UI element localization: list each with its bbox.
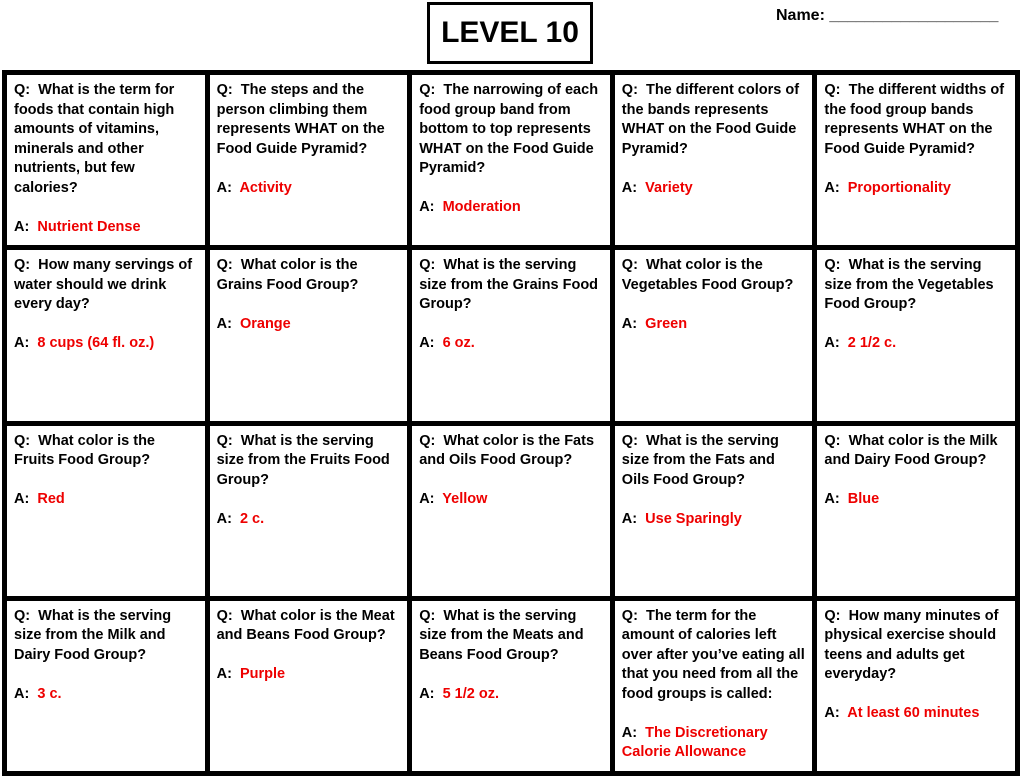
question-card: [412, 426, 610, 596]
question-line: [824, 256, 1008, 315]
question-text: What is the serving size from the Milk and Dairy Food Group?: [14, 607, 172, 663]
question-text: What color is the Vegetables Food Group?: [621, 257, 794, 293]
question-prefix: Q:: [621, 432, 638, 449]
answer-text: Activity: [239, 179, 292, 196]
question-prefix: Q:: [14, 257, 31, 274]
question-prefix: Q:: [216, 432, 233, 449]
answer-line: [824, 490, 1008, 510]
question-card: [615, 250, 813, 420]
answer-text: 5 1/2 oz.: [442, 685, 499, 702]
question-prefix: Q:: [621, 82, 638, 98]
answer-prefix: A:: [824, 335, 840, 352]
question-text: How many servings of water should we drink every day?: [14, 257, 193, 313]
answer-prefix: A:: [216, 666, 232, 683]
answer-line: [824, 704, 1008, 724]
answer-line: [622, 724, 806, 763]
question-prefix: Q:: [824, 257, 841, 274]
question-line: [419, 81, 603, 179]
answer-text: Purple: [239, 666, 286, 683]
question-line: [14, 432, 198, 471]
answer-text: At least 60 minutes: [847, 705, 980, 722]
question-text: The different colors of the bands represents WHAT on the Food Guide Pyramid?: [621, 82, 800, 157]
question-prefix: Q:: [419, 257, 436, 274]
answer-line: [824, 179, 1008, 199]
question-line: [14, 81, 198, 198]
page-title: LEVEL 10: [427, 2, 593, 64]
question-card: [7, 601, 205, 771]
question-card: [412, 601, 610, 771]
question-line: [824, 607, 1008, 685]
answer-prefix: A:: [419, 199, 435, 215]
question-card: [210, 426, 408, 596]
question-grid: [2, 70, 1020, 776]
answer-prefix: A:: [621, 179, 638, 196]
question-card: [817, 601, 1015, 771]
question-card: [7, 75, 205, 245]
question-card: [210, 601, 408, 771]
question-text: What color is the Fruits Food Group?: [14, 432, 155, 468]
question-text: What color is the Fats and Oils Food Group?: [419, 432, 595, 468]
question-text: How many minutes of physical exercise should teens and adults get everyday?: [824, 607, 999, 683]
answer-text: Red: [37, 491, 65, 507]
answer-line: [419, 198, 603, 218]
question-text: The term for the amount of calories left over after you’ve eating all that you need from all the food groups is called:: [621, 607, 805, 702]
question-prefix: Q:: [14, 607, 31, 624]
answer-line: [419, 685, 603, 705]
answer-prefix: A:: [14, 685, 30, 702]
answer-prefix: A:: [419, 335, 435, 352]
answer-line: [419, 490, 603, 510]
question-card: [615, 601, 813, 771]
answer-prefix: A:: [824, 705, 840, 722]
answer-line: [217, 315, 401, 335]
question-text: What is the serving size from the Vegetables Food Group?: [824, 257, 994, 313]
answer-line: [824, 334, 1008, 354]
question-prefix: Q:: [621, 607, 638, 624]
answer-prefix: A:: [419, 685, 435, 702]
question-prefix: Q:: [216, 607, 233, 624]
question-prefix: Q:: [824, 607, 841, 624]
answer-line: [14, 218, 198, 238]
question-text: What is the serving size from the Grains Food Group?: [419, 257, 599, 313]
question-line: [622, 256, 806, 295]
answer-line: [217, 510, 401, 530]
question-prefix: Q:: [216, 82, 233, 98]
question-line: [14, 256, 198, 315]
question-prefix: Q:: [824, 432, 841, 449]
question-prefix: Q:: [419, 82, 436, 98]
answer-line: [419, 334, 603, 354]
question-card: [7, 426, 205, 596]
question-line: [217, 256, 401, 295]
answer-text: 3 c.: [37, 685, 62, 702]
question-text: What color is the Milk and Dairy Food Group?: [824, 432, 998, 468]
question-line: [419, 256, 603, 315]
question-line: [419, 432, 603, 471]
answer-prefix: A:: [824, 491, 840, 507]
answer-line: [14, 490, 198, 510]
question-line: [419, 607, 603, 666]
answer-text: Use Sparingly: [645, 510, 742, 527]
question-prefix: Q:: [419, 432, 436, 449]
answer-prefix: A:: [216, 510, 232, 527]
question-line: [217, 432, 401, 491]
answer-text: 2 c.: [239, 510, 265, 527]
question-prefix: Q:: [14, 432, 31, 449]
answer-line: [622, 315, 806, 335]
answer-text: Orange: [239, 315, 291, 332]
question-prefix: Q:: [14, 82, 31, 98]
question-card: [817, 426, 1015, 596]
question-text: What is the term for foods that contain high amounts of vitamins, minerals and other nutrients, but few calories?: [14, 82, 175, 196]
answer-prefix: A:: [14, 335, 30, 352]
answer-text: Blue: [847, 491, 880, 507]
question-line: [622, 81, 806, 159]
question-prefix: Q:: [216, 257, 233, 274]
name-field-label: Name: ___________________: [776, 7, 999, 24]
question-prefix: Q:: [621, 257, 638, 274]
question-card: [210, 250, 408, 420]
question-text: What color is the Meat and Beans Food Group?: [216, 607, 395, 644]
answer-text: 6 oz.: [442, 335, 475, 352]
question-card: [817, 250, 1015, 420]
question-card: [412, 250, 610, 420]
answer-prefix: A:: [419, 491, 435, 507]
question-card: [615, 75, 813, 245]
question-line: [14, 607, 198, 666]
answer-text: Yellow: [442, 491, 488, 507]
answer-text: Variety: [645, 179, 693, 196]
answer-line: [14, 685, 198, 705]
question-prefix: Q:: [419, 607, 436, 624]
question-card: [817, 75, 1015, 245]
answer-prefix: A:: [14, 218, 30, 235]
answer-text: The Discretionary Calorie Allowance: [621, 724, 768, 761]
answer-prefix: A:: [621, 315, 638, 332]
question-line: [824, 81, 1008, 159]
answer-prefix: A:: [621, 724, 638, 741]
answer-text: Green: [645, 315, 688, 332]
question-line: [217, 81, 401, 159]
answer-line: [14, 334, 198, 354]
question-line: [217, 607, 401, 646]
question-text: What color is the Grains Food Group?: [216, 257, 359, 293]
answer-text: Moderation: [442, 199, 521, 215]
answer-prefix: A:: [14, 491, 30, 507]
question-card: [7, 250, 205, 420]
answer-text: 2 1/2 c.: [847, 335, 897, 352]
question-text: The different widths of the food group bands represents WHAT on the Food Guide Pyramid?: [824, 82, 1005, 157]
answer-line: [622, 510, 806, 530]
question-line: [622, 607, 806, 705]
question-prefix: Q:: [824, 82, 841, 98]
answer-text: 8 cups (64 fl. oz.): [37, 335, 155, 352]
question-line: [824, 432, 1008, 471]
answer-line: [622, 179, 806, 199]
answer-prefix: A:: [216, 179, 232, 196]
answer-text: Nutrient Dense: [37, 218, 141, 235]
answer-line: [217, 665, 401, 685]
question-text: The narrowing of each food group band from bottom to top represents WHAT on the Food Guide Pyramid?: [419, 82, 599, 176]
question-line: [622, 432, 806, 491]
question-text: What is the serving size from the Fruits Food Group?: [216, 432, 390, 488]
question-card: [210, 75, 408, 245]
answer-line: [217, 179, 401, 199]
answer-prefix: A:: [824, 179, 840, 196]
question-text: What is the serving size from the Fats and Oils Food Group?: [621, 432, 779, 488]
question-card: [615, 426, 813, 596]
answer-prefix: A:: [621, 510, 638, 527]
answer-prefix: A:: [216, 315, 232, 332]
question-card: [412, 75, 610, 245]
question-text: The steps and the person climbing them represents WHAT on the Food Guide Pyramid?: [216, 82, 385, 157]
answer-text: Proportionality: [847, 179, 951, 196]
question-text: What is the serving size from the Meats and Beans Food Group?: [419, 607, 584, 663]
